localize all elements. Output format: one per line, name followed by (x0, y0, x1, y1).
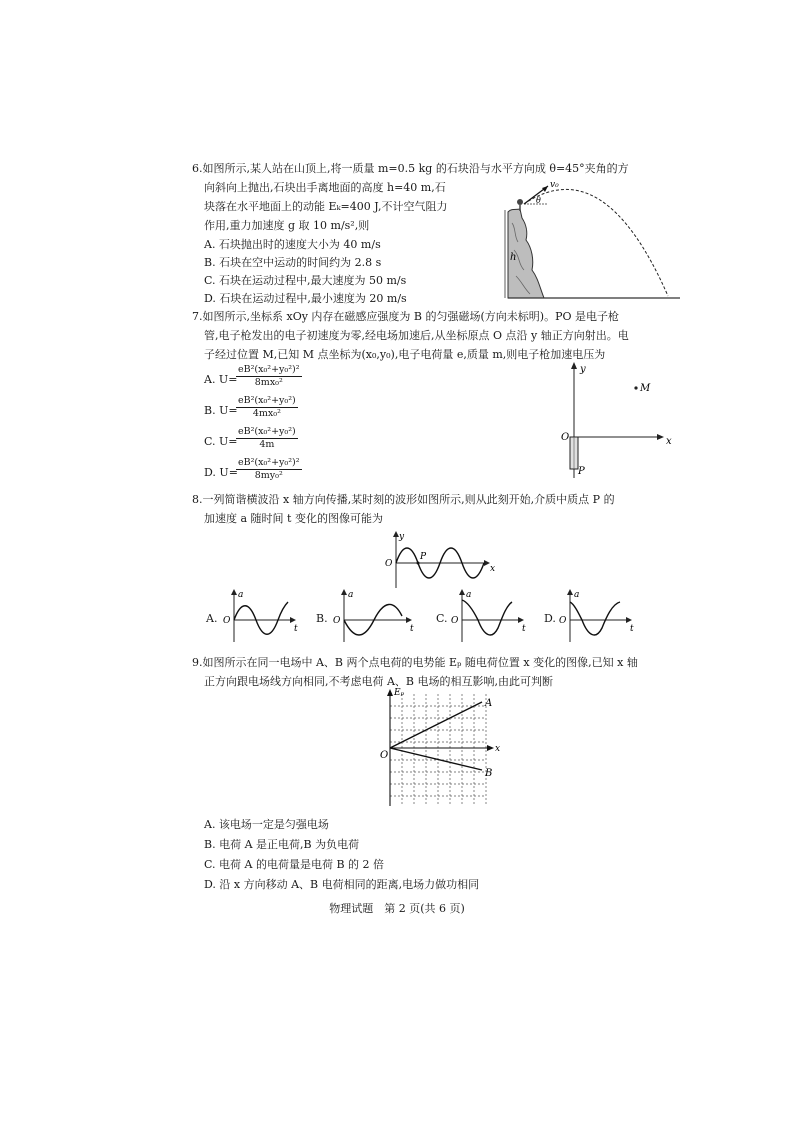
person-icon (517, 199, 523, 205)
q9-stem-line-1: 9.如图所示在同一电场中 A、B 两个点电荷的电势能 Eₚ 随电荷位置 x 变化的图像,已知 x 轴 (192, 656, 638, 669)
q7-option-c-prefix: C. U= (204, 435, 238, 448)
line-a (390, 702, 482, 748)
q7-option-a-denominator: 8mx₀² (254, 377, 283, 388)
q8-option-d-origin-label: O (559, 616, 567, 626)
origin-label: O (561, 432, 570, 443)
q6-stem-line-4: 作用,重力加速度 g 取 10 m/s²,则 (204, 219, 370, 232)
q8-option-b-t-label: t (410, 624, 414, 634)
wave-origin-label: O (385, 559, 393, 569)
q8-option-a-curve (234, 602, 288, 634)
height-label: h (510, 252, 517, 263)
q8-option-d-a-label: a (574, 590, 580, 600)
wave-x-label: x (490, 564, 496, 574)
q8-option-c-a-label: a (466, 590, 472, 600)
q8-option-c-label: C. (436, 612, 448, 625)
q7-stem-line-3: 子经过位置 M,已知 M 点坐标为(x₀,y₀),电子电荷量 e,质量 m,则电子枪加速电压为 (204, 348, 606, 361)
q8-option-d-graph (556, 588, 640, 644)
q8-option-a-a-label: a (238, 590, 244, 600)
line-b (390, 748, 482, 770)
q6-stem-line-2: 向斜向上抛出,石块出手离地面的高度 h=40 m,石 (204, 181, 446, 194)
q7-stem-line-2: 管,电子枪发出的电子初速度为零,经电场加速后,从坐标原点 O 点沿 y 轴正方向射出。电 (204, 329, 629, 342)
q9-option-a: A. 该电场一定是匀强电场 (204, 818, 329, 831)
q8-option-d-curve (570, 602, 620, 635)
q7-option-d-numerator: eB²(x₀²+y₀²)² (238, 457, 300, 468)
q8-option-b-origin-label: O (333, 616, 341, 626)
q8-option-c-t-label: t (522, 624, 526, 634)
q8-option-b-label: B. (316, 612, 328, 625)
q7-option-b-prefix: B. U= (204, 404, 238, 417)
q8-stem-line-2: 加速度 a 随时间 t 变化的图像可能为 (204, 512, 383, 525)
q7-option-c-denominator: 4m (259, 439, 275, 450)
page-footer: 物理试题 第 2 页(共 6 页) (329, 902, 465, 915)
q6-option-d: D. 石块在运动过程中,最小速度为 20 m/s (204, 292, 407, 305)
q6-projectile-figure (504, 178, 682, 302)
q7-option-a-prefix: A. U= (204, 373, 238, 386)
q7-option-d-denominator: 8my₀² (254, 470, 283, 481)
origin-label: O (380, 750, 389, 761)
q7-option-b-numerator: eB²(x₀²+y₀²) (238, 395, 296, 406)
line-a-label: A (485, 698, 493, 709)
q8-option-b-graph (330, 588, 420, 644)
q7-magnetic-field-figure (556, 360, 676, 480)
q6-stem-line-1: 6.如图所示,某人站在山顶上,将一质量 m=0.5 kg 的石块沿与水平方向成 θ=45°夹角的方 (192, 162, 629, 175)
trajectory-path (524, 189, 668, 296)
theta-label: θ (536, 196, 541, 205)
q7-stem-line-1: 7.如图所示,坐标系 xOy 内存在磁感应强度为 B 的匀强磁场(方向未标明)。PO 是电子枪 (192, 310, 619, 323)
q8-option-a-t-label: t (294, 624, 298, 634)
q6-stem-line-3: 块落在水平地面上的动能 Eₖ=400 J,不计空气阻力 (204, 200, 448, 213)
q7-option-b-fraction (236, 395, 298, 420)
q7-option-c-numerator: eB²(x₀²+y₀²) (238, 426, 296, 437)
q7-option-a-numerator: eB²(x₀²+y₀²)² (238, 364, 300, 375)
q7-option-b-denominator: 4mx₀² (252, 408, 281, 419)
q9-stem-line-2: 正方向跟电场线方向相同,不考虑电荷 A、B 电场的相互影响,由此可判断 (204, 675, 554, 688)
x-axis-label: x (666, 436, 672, 447)
q8-stem-line-1: 8.一列简谐横波沿 x 轴方向传播,某时刻的波形如图所示,则从此刻开始,介质中质点 P 的 (192, 493, 615, 506)
line-b-label: B (485, 768, 493, 779)
q6-option-c: C. 石块在运动过程中,最大速度为 50 m/s (204, 274, 407, 287)
q6-option-b: B. 石块在空中运动的时间约为 2.8 s (204, 256, 382, 269)
q8-option-c-curve (462, 600, 512, 635)
q8-option-d-label: D. (544, 612, 556, 625)
q7-option-d-prefix: D. U= (204, 466, 238, 479)
q6-option-a: A. 石块抛出时的速度大小为 40 m/s (204, 238, 381, 251)
x-axis-label: x (495, 744, 501, 754)
q7-option-d-fraction (236, 457, 302, 482)
q8-option-c-graph (448, 588, 532, 644)
q8-option-a-origin-label: O (223, 616, 231, 626)
q9-option-b: B. 电荷 A 是正电荷,B 为负电荷 (204, 838, 360, 851)
q9-potential-energy-figure (378, 686, 508, 812)
point-m-label: M (640, 383, 651, 394)
q8-option-d-t-label: t (630, 624, 634, 634)
ep-axis-label: Eₚ (394, 688, 405, 698)
wave-point-p-label: P (420, 552, 427, 562)
q7-option-c-fraction (236, 426, 298, 451)
q7-option-a-fraction (236, 364, 302, 389)
wave-y-label: y (399, 532, 405, 542)
q8-option-a-label: A. (206, 612, 218, 625)
grid (390, 694, 486, 804)
q8-option-b-a-label: a (348, 590, 354, 600)
q8-option-c-origin-label: O (451, 616, 459, 626)
y-axis-label: y (580, 364, 586, 375)
q9-option-c: C. 电荷 A 的电荷量是电荷 B 的 2 倍 (204, 858, 385, 871)
point-p-label: P (578, 466, 585, 477)
q9-option-d: D. 沿 x 方向移动 A、B 电荷相同的距离,电场力做功相同 (204, 878, 480, 891)
q8-wave-figure (380, 530, 500, 590)
q8-option-a-graph (220, 588, 304, 644)
point-m (634, 386, 637, 389)
v0-label: v₀ (550, 180, 559, 190)
